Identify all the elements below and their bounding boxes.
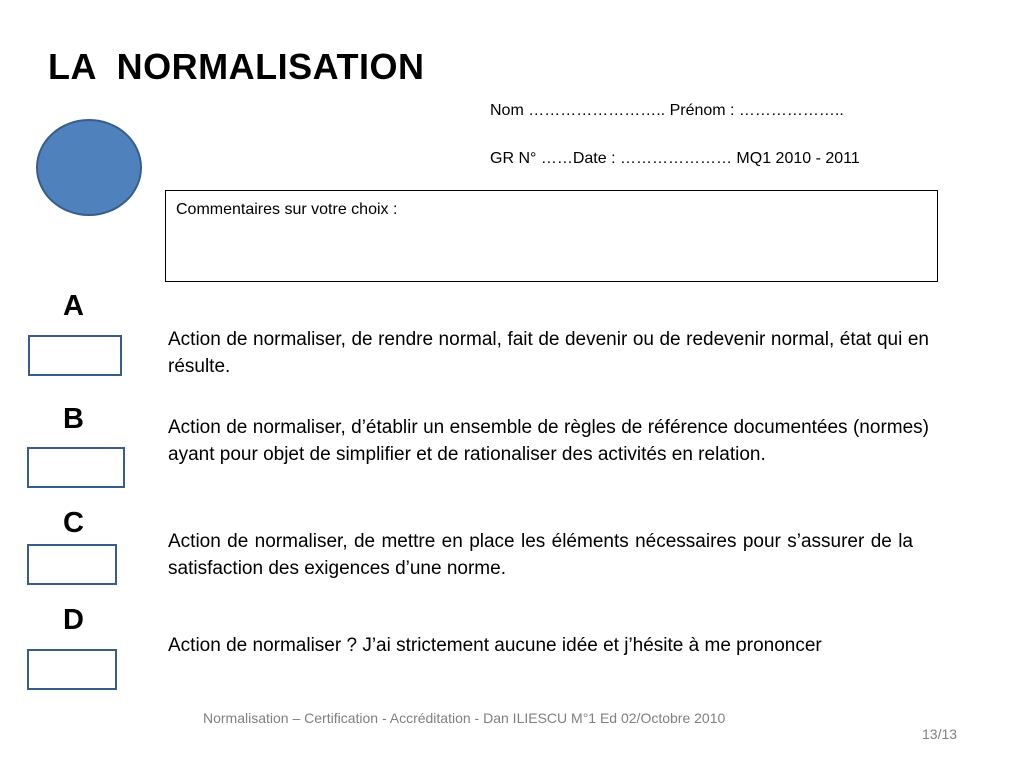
- option-text-c: Action de normaliser, de mettre en place les éléments nécessaires pour s’assurer de la satisfaction des exigences d’une norme.: [168, 531, 913, 579]
- name-line: Nom …………………….. Prénom : ………………..: [490, 102, 844, 119]
- option-text-a: Action de normaliser, de rendre normal, fait de devenir ou de redevenir normal, état qui en résulte.: [168, 329, 929, 377]
- group-date-line: GR N° ……Date : ………………… MQ1 2010 - 2011: [490, 150, 860, 167]
- comment-box[interactable]: [165, 190, 938, 282]
- footer-text: Normalisation – Certification - Accréditation - Dan ILIESCU M°1 Ed 02/Octobre 2010: [203, 710, 726, 726]
- comment-label: Commentaires sur votre choix :: [176, 201, 398, 218]
- option-text-d: Action de normaliser ? J’ai strictement aucune idée et j’hésite à me prononcer: [168, 635, 822, 656]
- answer-box-d[interactable]: [27, 649, 117, 690]
- option-letter-c: C: [63, 507, 84, 539]
- answer-box-b[interactable]: [27, 447, 125, 488]
- answer-box-c[interactable]: [27, 544, 117, 585]
- blue-circle-shape: [36, 119, 142, 216]
- option-letter-a: A: [63, 290, 84, 322]
- answer-box-a[interactable]: [28, 335, 122, 376]
- page-number: 13/13: [922, 726, 958, 742]
- option-text-b: Action de normaliser, d’établir un ensemble de règles de référence documentées (normes) ayant pour objet de simplifier et de rationaliser des activités en relation.: [168, 417, 929, 465]
- option-letter-b: B: [63, 403, 84, 435]
- option-letter-d: D: [63, 604, 84, 636]
- page-title: LA NORMALISATION: [48, 46, 425, 87]
